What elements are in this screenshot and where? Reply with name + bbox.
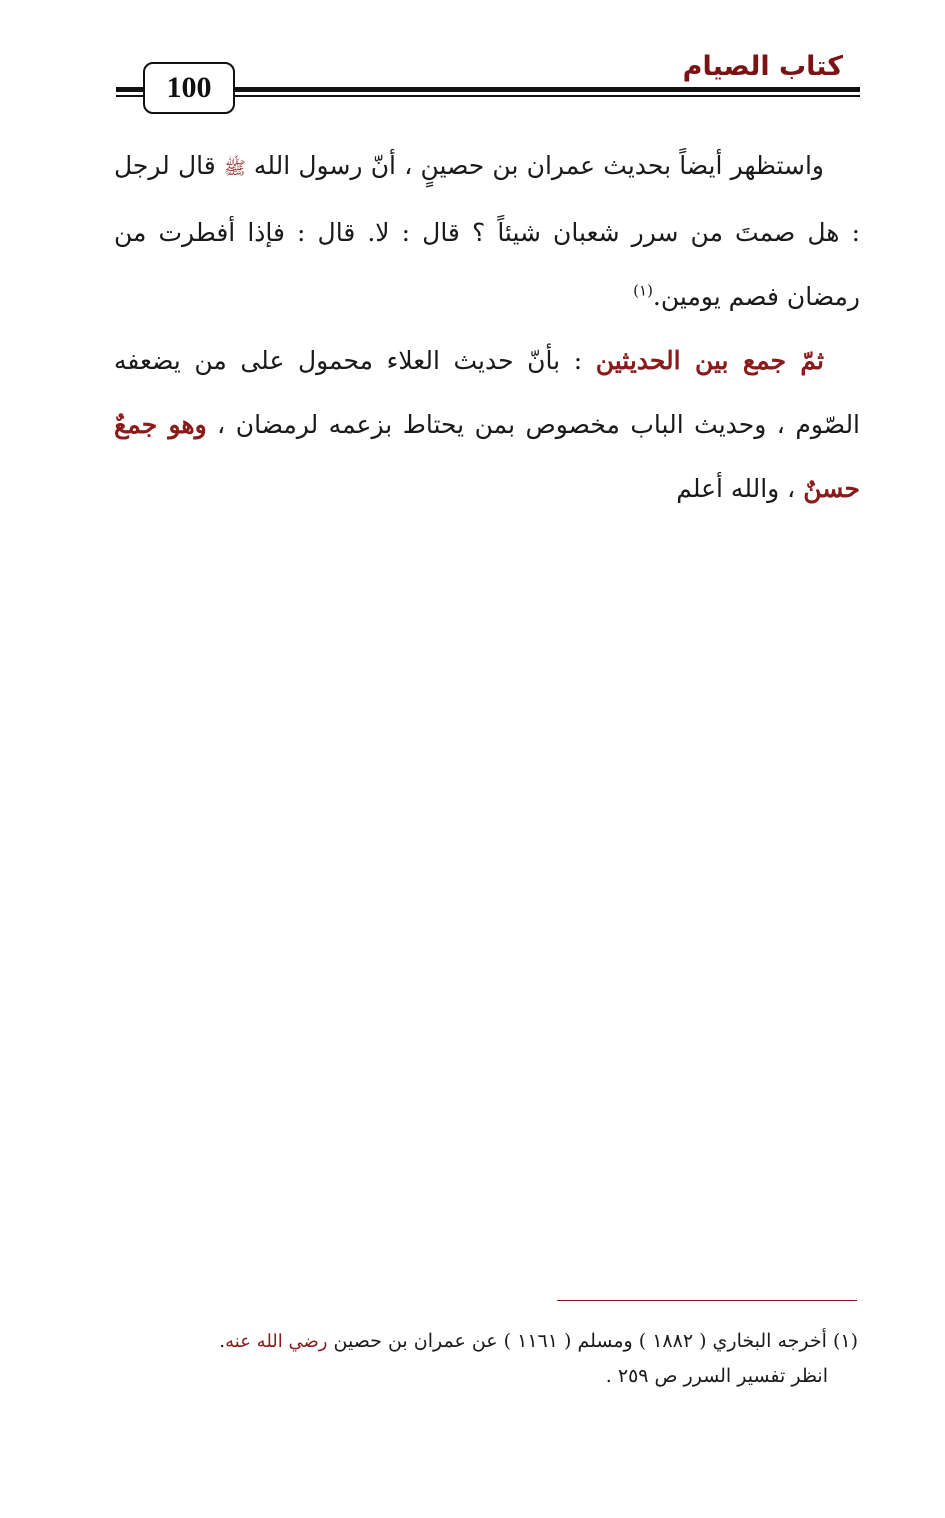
paragraph-2 (114, 329, 860, 521)
footnote-1-text: (١) أخرجه البخاري ( ١٨٨٢ ) ومسلم ( ١١٦١ ) عن عمران بن حصين (327, 1330, 858, 1352)
footnote-1-end: . (219, 1330, 226, 1352)
footnote-1-symbol: رضي الله عنه (225, 1331, 328, 1352)
paragraph-1-text-a: واستظهر أيضاً بحديث عمران بن حصينٍ ، أنّ رسول الله (245, 151, 824, 180)
book-title: كتاب الصيام (682, 51, 843, 82)
paragraph-1-text-b: قال لرجل : هل صمتَ من سرر شعبان شيئاً ؟ قال : لا. قال : فإذا أفطرت من رمضان فصم يومين. (114, 151, 860, 311)
main-text (114, 134, 860, 521)
page-header (0, 0, 945, 130)
salutation-symbol: ﷺ (223, 158, 246, 179)
paragraph-2-heading: ثمّ جمع بين الحديثين (595, 346, 824, 375)
paragraph-1 (114, 134, 860, 329)
footnotes (114, 1324, 858, 1393)
paragraph-2-highlight: وهو جمعٌ حسنٌ (114, 410, 860, 503)
paragraph-2-text-a: : بأنّ حديث العلاء محمول على من يضعفه الصّوم ، وحديث الباب مخصوص بمن يحتاط بزعمه لرمضان ، (114, 346, 861, 439)
footnote-1-continuation: انظر تفسير السرر ص ٢٥٩ . (605, 1365, 828, 1387)
footnote-1 (114, 1324, 858, 1359)
page-number: 100 (143, 62, 235, 114)
paragraph-2-text-b: ، والله أعلم (676, 474, 804, 503)
footnote-separator (557, 1300, 857, 1301)
footnote-reference: (١) (633, 281, 653, 300)
